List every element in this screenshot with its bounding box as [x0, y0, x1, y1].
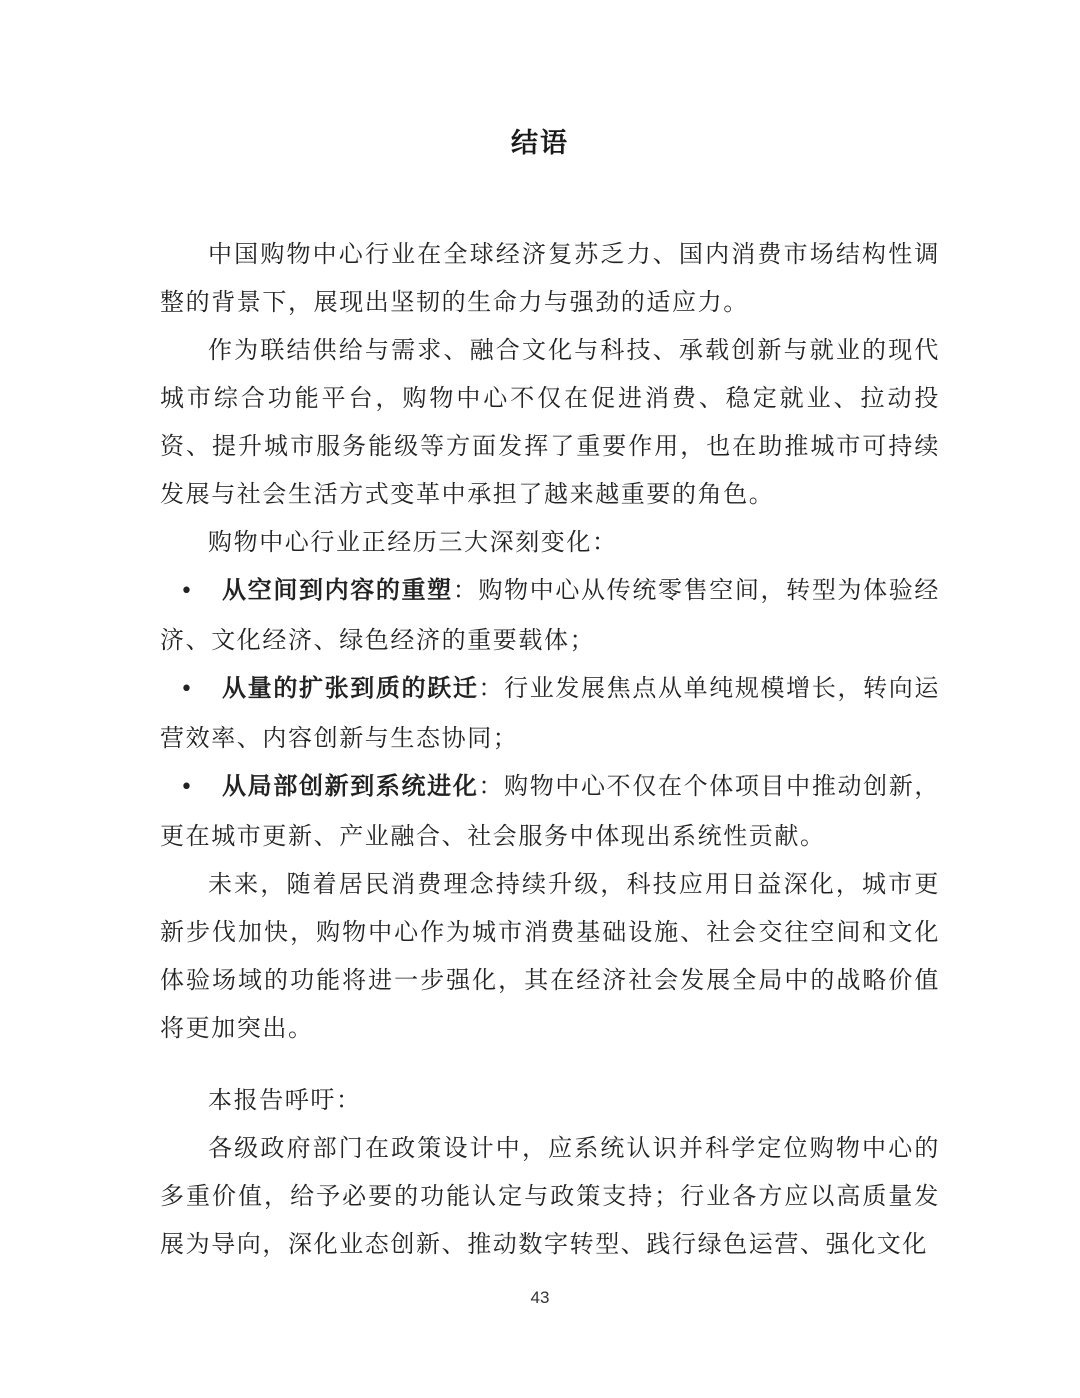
- bullet-dot-icon: •: [180, 579, 195, 604]
- bullet-item: [160, 762, 940, 860]
- paragraph-intro: 中国购物中心行业在全球经济复苏乏力、国内消费市场结构性调整的背景下，展现出坚韧的生命力与强劲的适应力。: [160, 240, 940, 316]
- bullet-heading: 从量的扩张到质的跃迁: [222, 674, 479, 702]
- bullet-item: [160, 664, 940, 762]
- bullet-dot-icon: •: [180, 677, 195, 702]
- bullet-dot-icon: •: [180, 775, 195, 800]
- paragraph-appeal-heading: 本报告呼吁：: [208, 1086, 362, 1114]
- paragraph-changes-lead: 购物中心行业正经历三大深刻变化：: [208, 528, 618, 556]
- section-spacer: [160, 1052, 940, 1076]
- paragraph-role: 作为联结供给与需求、融合文化与科技、承载创新与就业的现代城市综合功能平台，购物中心不仅在促进消费、稳定就业、拉动投资、提升城市服务能级等方面发挥了重要作用，也在助推城市可持续发展与社会生活方式变革中承担了越来越重要的角色。: [160, 336, 940, 508]
- bullet-heading: 从空间到内容的重塑: [222, 576, 453, 604]
- bullet-text: ：购物中心不仅在个体项目中推动创新，更在城市更新、产业融合、社会服务中体现出系统性贡献。: [160, 772, 940, 850]
- page-number: 43: [530, 1288, 550, 1307]
- paragraph-appeal: 各级政府部门在政策设计中，应系统认识并科学定位购物中心的多重价值，给予必要的功能认定与政策支持；行业各方应以高质量发展为导向，深化业态创新、推动数字转型、践行绿色运营、强化文化: [160, 1134, 940, 1258]
- page-title: 结语: [511, 128, 569, 159]
- paragraph-future: 未来，随着居民消费理念持续升级，科技应用日益深化，城市更新步伐加快，购物中心作为城市消费基础设施、社会交往空间和文化体验场域的功能将进一步强化，其在经济社会发展全局中的战略价值将更加突出。: [160, 870, 940, 1042]
- bullet-heading: 从局部创新到系统进化: [222, 772, 479, 800]
- bullet-text: ：行业发展焦点从单纯规模增长，转向运营效率、内容创新与生态协同；: [160, 674, 940, 752]
- bullet-item: [160, 566, 940, 664]
- document-body: [160, 230, 940, 1268]
- bullet-text: ：购物中心从传统零售空间，转型为体验经济、文化经济、绿色经济的重要载体；: [160, 576, 940, 654]
